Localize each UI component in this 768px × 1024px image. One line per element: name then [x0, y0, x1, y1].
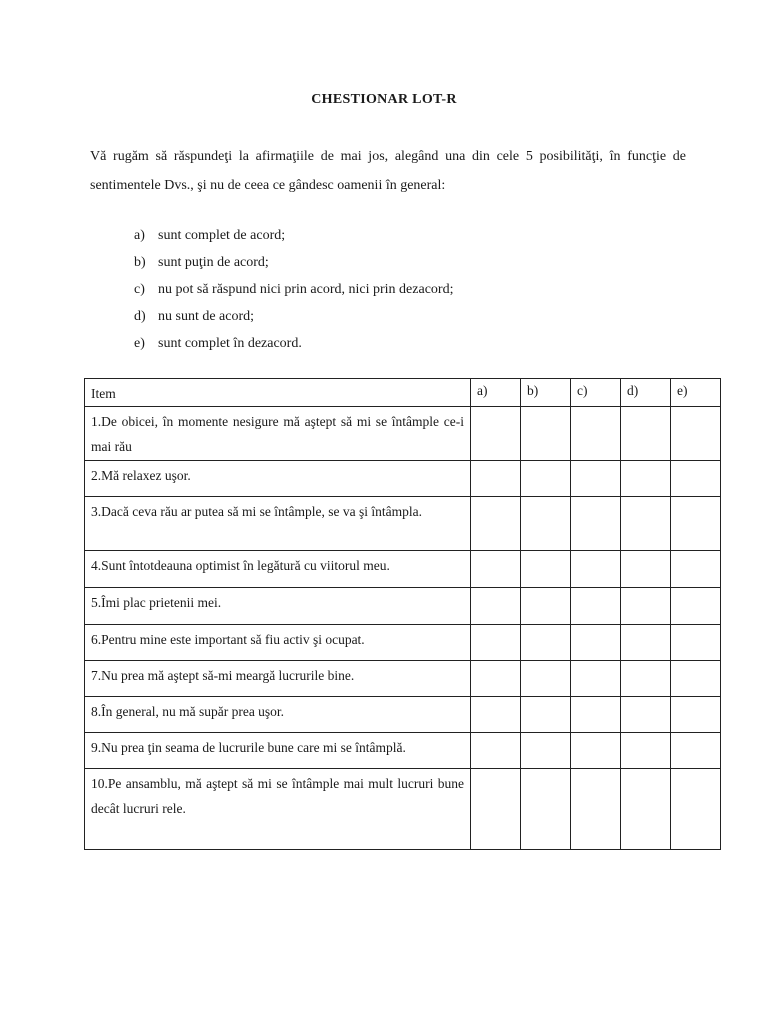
answer-cell-b[interactable] — [521, 661, 571, 697]
option-letter: b) — [134, 255, 146, 270]
item-text: 7.Nu prea mă aştept să-mi meargă lucrurile bine. — [85, 661, 471, 697]
answer-cell-a[interactable] — [471, 769, 521, 850]
answer-cell-b[interactable] — [521, 497, 571, 551]
answer-option — [134, 280, 453, 307]
answer-cell-c[interactable] — [571, 625, 621, 661]
table-header-row — [85, 379, 721, 407]
answer-cell-e[interactable] — [671, 625, 721, 661]
item-text: 5.Îmi plac prietenii mei. — [85, 588, 471, 625]
header-option-b: b) — [521, 379, 571, 407]
answer-cell-d[interactable] — [621, 407, 671, 461]
answer-cell-b[interactable] — [521, 625, 571, 661]
answer-cell-c[interactable] — [571, 407, 621, 461]
option-text: sunt complet în dezacord. — [158, 336, 302, 351]
item-text: 2.Mă relaxez uşor. — [85, 461, 471, 497]
answer-cell-a[interactable] — [471, 625, 521, 661]
answer-option — [134, 307, 453, 334]
table-row — [85, 407, 721, 461]
option-text: nu pot să răspund nici prin acord, nici prin dezacord; — [158, 282, 454, 297]
answer-cell-c[interactable] — [571, 661, 621, 697]
answer-cell-b[interactable] — [521, 697, 571, 733]
answer-options-list — [134, 226, 453, 361]
table-row — [85, 733, 721, 769]
item-text: 1.De obicei, în momente nesigure mă aştept să mi se întâmple ce-i mai rău — [85, 407, 471, 461]
header-option-d: d) — [621, 379, 671, 407]
answer-cell-e[interactable] — [671, 697, 721, 733]
item-text: 4.Sunt întotdeauna optimist în legătură cu viitorul meu. — [85, 551, 471, 588]
answer-cell-e[interactable] — [671, 461, 721, 497]
answer-cell-a[interactable] — [471, 407, 521, 461]
answer-cell-e[interactable] — [671, 551, 721, 588]
answer-cell-b[interactable] — [521, 588, 571, 625]
option-text: sunt complet de acord; — [158, 228, 286, 243]
option-letter: a) — [134, 228, 145, 243]
table-row — [85, 625, 721, 661]
answer-cell-c[interactable] — [571, 588, 621, 625]
option-letter: c) — [134, 282, 145, 297]
answer-cell-c[interactable] — [571, 551, 621, 588]
answer-cell-c[interactable] — [571, 697, 621, 733]
table-row — [85, 461, 721, 497]
answer-option — [134, 334, 453, 361]
questionnaire-table — [84, 378, 721, 850]
answer-cell-e[interactable] — [671, 733, 721, 769]
answer-cell-a[interactable] — [471, 588, 521, 625]
option-text: sunt puţin de acord; — [158, 255, 269, 270]
answer-cell-d[interactable] — [621, 625, 671, 661]
option-text: nu sunt de acord; — [158, 309, 255, 324]
answer-cell-e[interactable] — [671, 407, 721, 461]
answer-cell-b[interactable] — [521, 407, 571, 461]
header-item: Item — [85, 379, 471, 407]
answer-cell-e[interactable] — [671, 497, 721, 551]
header-option-e: e) — [671, 379, 721, 407]
answer-cell-d[interactable] — [621, 497, 671, 551]
answer-cell-c[interactable] — [571, 497, 621, 551]
table-row — [85, 551, 721, 588]
table-row — [85, 769, 721, 850]
header-option-a: a) — [471, 379, 521, 407]
answer-option — [134, 226, 453, 253]
answer-option — [134, 253, 453, 280]
table-row — [85, 497, 721, 551]
table-row — [85, 697, 721, 733]
item-text: 10.Pe ansamblu, mă aştept să mi se întâmple mai mult lucruri bune decât lucruri rele. — [85, 769, 471, 850]
item-text: 8.În general, nu mă supăr prea uşor. — [85, 697, 471, 733]
answer-cell-d[interactable] — [621, 661, 671, 697]
page-title: CHESTIONAR LOT-R — [311, 92, 457, 107]
answer-cell-c[interactable] — [571, 769, 621, 850]
answer-cell-d[interactable] — [621, 733, 671, 769]
answer-cell-b[interactable] — [521, 769, 571, 850]
answer-cell-d[interactable] — [621, 461, 671, 497]
item-text: 6.Pentru mine este important să fiu activ şi ocupat. — [85, 625, 471, 661]
header-option-c: c) — [571, 379, 621, 407]
answer-cell-c[interactable] — [571, 461, 621, 497]
answer-cell-b[interactable] — [521, 551, 571, 588]
instructions-paragraph: Vă rugăm să răspundeţi la afirmaţiile de mai jos, alegând una din cele 5 posibilităţi, în funcţie de sentimentele Dvs., şi nu de ceea ce gândesc oamenii în general: — [90, 149, 686, 193]
option-letter: e) — [134, 336, 145, 351]
answer-cell-a[interactable] — [471, 461, 521, 497]
answer-cell-a[interactable] — [471, 661, 521, 697]
item-text: 3.Dacă ceva rău ar putea să mi se întâmple, se va şi întâmpla. — [85, 497, 471, 551]
answer-cell-e[interactable] — [671, 588, 721, 625]
answer-cell-a[interactable] — [471, 497, 521, 551]
answer-cell-b[interactable] — [521, 461, 571, 497]
answer-cell-e[interactable] — [671, 661, 721, 697]
answer-cell-c[interactable] — [571, 733, 621, 769]
option-letter: d) — [134, 309, 146, 324]
answer-cell-d[interactable] — [621, 697, 671, 733]
answer-cell-e[interactable] — [671, 769, 721, 850]
item-text: 9.Nu prea ţin seama de lucrurile bune care mi se întâmplă. — [85, 733, 471, 769]
answer-cell-d[interactable] — [621, 551, 671, 588]
table-row — [85, 661, 721, 697]
answer-cell-a[interactable] — [471, 733, 521, 769]
answer-cell-a[interactable] — [471, 697, 521, 733]
answer-cell-a[interactable] — [471, 551, 521, 588]
answer-cell-d[interactable] — [621, 769, 671, 850]
answer-cell-d[interactable] — [621, 588, 671, 625]
answer-cell-b[interactable] — [521, 733, 571, 769]
table-row — [85, 588, 721, 625]
